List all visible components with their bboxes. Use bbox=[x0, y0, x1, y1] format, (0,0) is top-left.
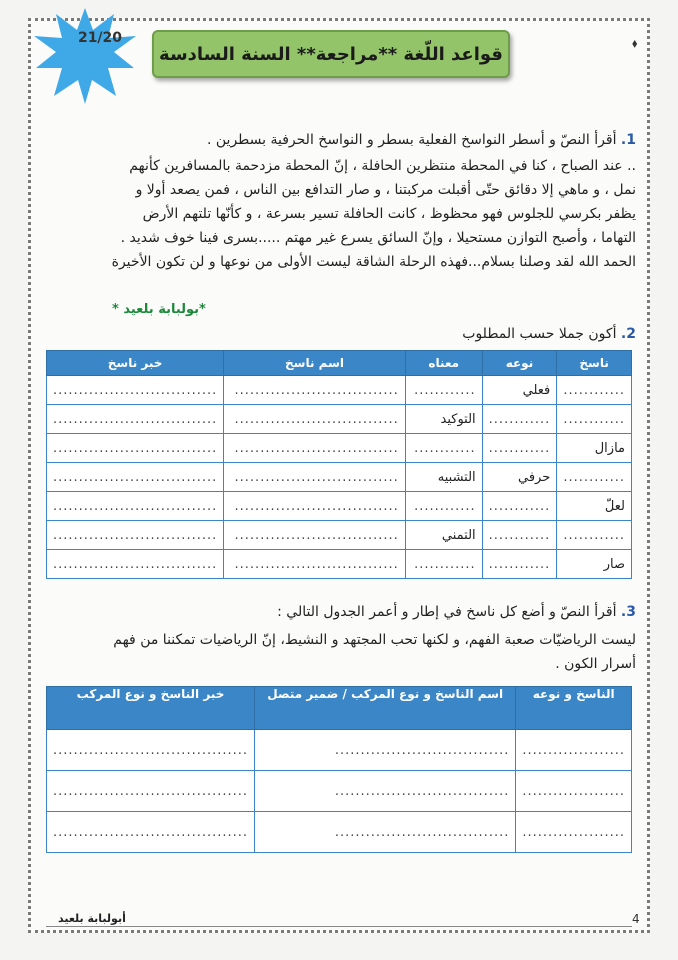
q3-number: 3. bbox=[620, 604, 636, 620]
q2-table-cell[interactable]: ............ bbox=[557, 463, 632, 492]
q1-number: 1. bbox=[620, 132, 636, 148]
q2-table-cell[interactable]: ............ bbox=[482, 405, 557, 434]
q2-header-cell: خبر ناسخ bbox=[47, 351, 224, 376]
q2-table-cell[interactable]: ............ bbox=[405, 550, 482, 579]
q2-table-row bbox=[47, 405, 632, 434]
q2-table-cell[interactable]: ............ bbox=[482, 550, 557, 579]
q2-instruction bbox=[462, 326, 636, 342]
q2-table-cell[interactable]: ................................ bbox=[224, 376, 406, 405]
q3-header-cell: اسم الناسخ و نوع المركب / ضمير متصل bbox=[255, 687, 516, 730]
page-number: 21/20 bbox=[77, 30, 123, 46]
q2-table-cell[interactable]: ............ bbox=[405, 434, 482, 463]
q3-table-cell[interactable]: .................................. bbox=[255, 771, 516, 812]
q2-table-cell[interactable]: ............ bbox=[405, 492, 482, 521]
page-title-text: قواعد اللّغة **مراجعة** السنة السادسة bbox=[159, 43, 503, 65]
q1-text-line: الحمد الله لقد وصلنا بسلام...فهذه الرحلة الشاقة ليست الأولى من نوعها و لن تكون الأخيرة bbox=[111, 254, 636, 270]
q2-table-cell[interactable]: ................................ bbox=[224, 492, 406, 521]
q2-table-cell[interactable]: ................................ bbox=[47, 550, 224, 579]
q2-header-cell: نوعه bbox=[482, 351, 557, 376]
q3-table-cell[interactable]: .................................. bbox=[255, 812, 516, 853]
q2-table-cell[interactable]: ............ bbox=[557, 521, 632, 550]
q2-table-cell[interactable]: ............ bbox=[557, 405, 632, 434]
q3-table-cell[interactable]: .................... bbox=[516, 812, 632, 853]
q3-table-row bbox=[47, 771, 632, 812]
q2-header-cell: ناسخ bbox=[557, 351, 632, 376]
q2-header-cell: معناه bbox=[405, 351, 482, 376]
q2-table bbox=[46, 350, 632, 579]
q3-table bbox=[46, 686, 632, 853]
q2-table-cell[interactable]: ................................ bbox=[224, 434, 406, 463]
q2-table-cell[interactable]: ................................ bbox=[224, 405, 406, 434]
q2-table-cell[interactable]: ................................ bbox=[47, 463, 224, 492]
q1-text-line: يظفر بكرسي للجلوس فهو محظوظ ، كانت الحافلة تسير بسرعة ، و كأنّها تلتهم الأرض bbox=[142, 206, 636, 222]
q2-table-cell[interactable]: صار bbox=[557, 550, 632, 579]
q2-table-cell[interactable]: ............ bbox=[482, 492, 557, 521]
q1-text-line: التهاما ، وأصبح التوازن مستحيلا ، وإنّ السائق يسرع غير مهتم .....بسرى فينا خوف شديد . bbox=[120, 230, 636, 246]
q2-table-cell[interactable]: ................................ bbox=[47, 434, 224, 463]
footer-page-number: 4 bbox=[632, 912, 640, 926]
q3-table-row bbox=[47, 812, 632, 853]
footer-author: أبولبابة بلعيد bbox=[58, 912, 126, 925]
q2-table-cell[interactable]: ............ bbox=[482, 434, 557, 463]
q3-table-cell[interactable]: .................... bbox=[516, 730, 632, 771]
q3-instruction bbox=[277, 604, 636, 620]
q3-table-cell[interactable]: ...................................... bbox=[47, 730, 255, 771]
pin-icon: ⬧ bbox=[632, 36, 638, 50]
q2-table-cell[interactable]: ............ bbox=[405, 376, 482, 405]
q1-text-line: نمل ، و ماهي إلا دقائق حتّى أقبلت مركبتنا ، و صار التدافع بين الناس ، فمن يصعد أولا و bbox=[135, 182, 636, 198]
q1-text-line: .. عند الصباح ، كنا في المحطة منتظرين الحافلة ، إنّ المحطة مزدحمة بالمسافرين كأنهم bbox=[129, 158, 636, 174]
q2-table-cell[interactable]: حرفي bbox=[482, 463, 557, 492]
q2-header-cell: اسم ناسخ bbox=[224, 351, 406, 376]
q2-table-cell[interactable]: ................................ bbox=[224, 463, 406, 492]
q3-table-cell[interactable]: .................................. bbox=[255, 730, 516, 771]
q2-table-cell[interactable]: ............ bbox=[557, 376, 632, 405]
q2-table-row bbox=[47, 463, 632, 492]
q1-instruction bbox=[207, 132, 636, 148]
q2-table-header-row bbox=[47, 351, 632, 376]
q2-table-cell[interactable]: فعلي bbox=[482, 376, 557, 405]
q3-instruction-text: أقرأ النصّ و أضع كل ناسخ في إطار و أعمر الجدول التالي : bbox=[277, 604, 617, 620]
q2-table-row bbox=[47, 492, 632, 521]
q2-table-row bbox=[47, 376, 632, 405]
q1-instruction-text: أقرأ النصّ و أسطر النواسخ الفعلية بسطر و النواسخ الحرفية بسطرين . bbox=[207, 132, 617, 148]
page-title bbox=[152, 30, 510, 78]
q3-table-header-row bbox=[47, 687, 632, 730]
q3-header-cell: الناسخ و نوعه bbox=[516, 687, 632, 730]
q2-table-cell[interactable]: التشبيه bbox=[405, 463, 482, 492]
q2-number: 2. bbox=[620, 326, 636, 342]
q2-table-cell[interactable]: التمني bbox=[405, 521, 482, 550]
q2-table-cell[interactable]: ................................ bbox=[47, 492, 224, 521]
q3-table-cell[interactable]: ...................................... bbox=[47, 812, 255, 853]
q2-table-row bbox=[47, 550, 632, 579]
q2-table-cell[interactable]: لعلّ bbox=[557, 492, 632, 521]
q2-table-cell[interactable]: ................................ bbox=[47, 521, 224, 550]
q2-table-cell[interactable]: التوكيد bbox=[405, 405, 482, 434]
page-number-badge bbox=[30, 6, 140, 106]
q2-table-cell[interactable]: مازال bbox=[557, 434, 632, 463]
q3-table-cell[interactable]: .................... bbox=[516, 771, 632, 812]
q3-table-row bbox=[47, 730, 632, 771]
q3-text-line: ليست الرياضيّات صعبة الفهم، و لكنها تحب المجتهد و النشيط، إنّ الرياضيات تمكننا من فهم bbox=[113, 632, 636, 648]
starburst-icon bbox=[30, 6, 140, 106]
q3-header-cell: خبر الناسخ و نوع المركب bbox=[47, 687, 255, 730]
q3-text-line: أسرار الكون . bbox=[555, 656, 636, 672]
q2-table-cell[interactable]: ................................ bbox=[224, 521, 406, 550]
q3-table-cell[interactable]: ...................................... bbox=[47, 771, 255, 812]
author-signature: *بولبابة بلعيد * bbox=[112, 302, 206, 317]
q2-instruction-text: أكون جملا حسب المطلوب bbox=[462, 326, 617, 342]
footer-divider bbox=[46, 926, 632, 927]
q2-table-cell[interactable]: ............ bbox=[482, 521, 557, 550]
q2-table-row bbox=[47, 521, 632, 550]
q2-table-cell[interactable]: ................................ bbox=[224, 550, 406, 579]
q2-table-row bbox=[47, 434, 632, 463]
q2-table-cell[interactable]: ................................ bbox=[47, 376, 224, 405]
q2-table-cell[interactable]: ................................ bbox=[47, 405, 224, 434]
